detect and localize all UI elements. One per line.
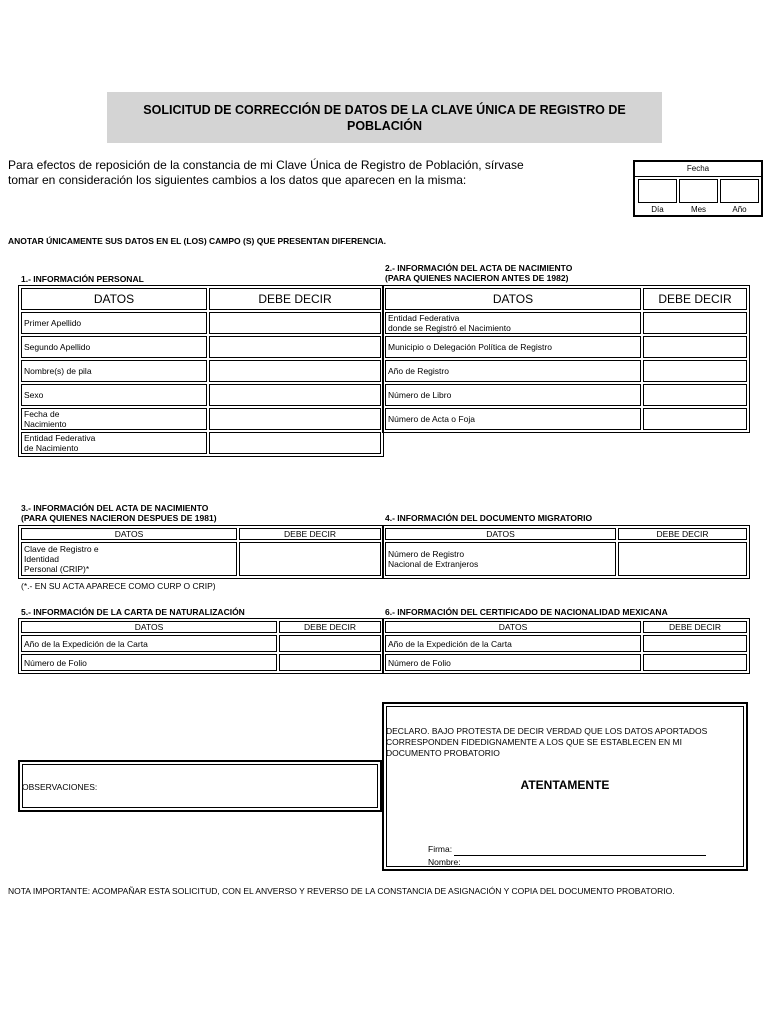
observaciones-box[interactable] <box>18 760 382 812</box>
s5-col-datos: DATOS <box>21 621 277 633</box>
s3-label-crip <box>21 542 237 576</box>
intro-line-1: Para efectos de reposición de la constancia de mi Clave Única de Registro de Población, sírvase <box>8 158 524 172</box>
intro-text <box>8 158 568 188</box>
s2-input-numero-acta[interactable] <box>643 408 747 430</box>
s3-col-datos: DATOS <box>21 528 237 540</box>
dia-label: Día <box>651 205 664 214</box>
declaracion-line-2: CORRESPONDEN FIDEDIGNAMENTE A LOS QUE SE ESTABLECEN EN MI <box>386 737 682 747</box>
s1-label-segundo-apellido: Segundo Apellido <box>21 336 207 358</box>
s1-entidad-line-2: de Nacimiento <box>24 443 79 453</box>
s6-input-numero-folio[interactable] <box>643 654 747 671</box>
s2-title <box>385 263 572 283</box>
s5-input-numero-folio[interactable] <box>279 654 381 671</box>
s1-label-entidad <box>21 432 207 454</box>
s1-input-sexo[interactable] <box>209 384 381 406</box>
s1-label-primer-apellido: Primer Apellido <box>21 312 207 334</box>
s1-input-segundo-apellido[interactable] <box>209 336 381 358</box>
s4-label-registro <box>385 542 616 576</box>
s3-input-crip[interactable] <box>239 542 381 576</box>
s3-title-line-2: (PARA QUIENES NACIERON DESPUES DE 1981) <box>21 513 217 523</box>
s3-crip-line-3: Personal (CRIP)* <box>24 564 90 574</box>
s1-label-sexo: Sexo <box>21 384 207 406</box>
s6-col-debe: DEBE DECIR <box>643 621 747 633</box>
s2-input-entidad[interactable] <box>643 312 747 334</box>
anio-field[interactable] <box>720 179 759 203</box>
s2-input-numero-libro[interactable] <box>643 384 747 406</box>
s4-registro-line-2: Nacional de Extranjeros <box>388 559 479 569</box>
atentamente-label: ATENTAMENTE <box>520 778 610 792</box>
s5-title: 5.- INFORMACIÓN DE LA CARTA DE NATURALIZACIÓN <box>21 607 245 617</box>
s1-fecha-line-2: Nacimiento <box>24 419 67 429</box>
title-line-2: POBLACIÓN <box>347 118 422 133</box>
intro-line-2: tomar en consideración los siguientes cambios a los datos que aparecen en la misma: <box>8 173 467 187</box>
s1-fecha-line-1: Fecha de <box>24 409 60 419</box>
s2-input-municipio[interactable] <box>643 336 747 358</box>
title-line-1: SOLICITUD DE CORRECCIÓN DE DATOS DE LA CLAVE ÚNICA DE REGISTRO DE <box>143 102 626 117</box>
s1-input-entidad[interactable] <box>209 432 381 454</box>
s3-title <box>21 503 217 523</box>
s5-col-debe: DEBE DECIR <box>279 621 381 633</box>
nombre-label: Nombre: <box>428 857 461 867</box>
firma-line[interactable] <box>454 855 706 856</box>
s2-title-line-1: 2.- INFORMACIÓN DEL ACTA DE NACIMIENTO <box>385 263 573 273</box>
declaracion-line-3: DOCUMENTO PROBATORIO <box>386 748 500 758</box>
s2-col-debe: DEBE DECIR <box>643 288 747 310</box>
s6-table <box>382 618 750 674</box>
s6-input-anio-expedicion[interactable] <box>643 635 747 652</box>
declaracion-box <box>382 702 748 871</box>
s1-label-fecha-nacimiento <box>21 408 207 430</box>
s2-label-anio-registro: Año de Registro <box>385 360 641 382</box>
s6-label-anio-expedicion: Año de la Expedición de la Carta <box>385 635 641 652</box>
s3-table <box>18 525 384 579</box>
s3-title-line-1: 3.- INFORMACIÓN DEL ACTA DE NACIMIENTO <box>21 503 209 513</box>
s2-label-entidad <box>385 312 641 334</box>
anio-label: Año <box>732 205 747 214</box>
declaracion-text <box>386 726 741 759</box>
s3-crip-line-2: Identidad <box>24 554 59 564</box>
s4-registro-line-1: Número de Registro <box>388 549 465 559</box>
nota-importante: NOTA IMPORTANTE: ACOMPAÑAR ESTA SOLICITUD, CON EL ANVERSO Y REVERSO DE LA CONSTANCIA DE ASIGNACIÓN Y COPIA DEL DOCUMENTO PROBATORIO. <box>8 886 675 896</box>
s3-col-debe: DEBE DECIR <box>239 528 381 540</box>
s5-label-anio-expedicion: Año de la Expedición de la Carta <box>21 635 277 652</box>
fecha-header: Fecha <box>635 162 761 177</box>
s2-input-anio-registro[interactable] <box>643 360 747 382</box>
s1-col-debe: DEBE DECIR <box>209 288 381 310</box>
s6-label-numero-folio: Número de Folio <box>385 654 641 671</box>
s1-title: 1.- INFORMACIÓN PERSONAL <box>21 274 144 284</box>
observaciones-label: OBSERVACIONES: <box>22 782 98 792</box>
form-title <box>107 92 662 143</box>
s1-col-datos: DATOS <box>21 288 207 310</box>
s4-input-registro[interactable] <box>618 542 747 576</box>
s5-table <box>18 618 384 674</box>
s3-crip-line-1: Clave de Registro e <box>24 544 99 554</box>
s2-label-numero-libro: Número de Libro <box>385 384 641 406</box>
firma-label: Firma: <box>428 844 453 854</box>
instruction-text: ANOTAR ÚNICAMENTE SUS DATOS EN EL (LOS) CAMPO (S) QUE PRESENTAN DIFERENCIA. <box>8 236 386 246</box>
s5-label-numero-folio: Número de Folio <box>21 654 277 671</box>
s2-col-datos: DATOS <box>385 288 641 310</box>
s2-table <box>382 285 750 433</box>
fecha-box <box>633 160 763 217</box>
s6-title: 6.- INFORMACIÓN DEL CERTIFICADO DE NACIONALIDAD MEXICANA <box>385 607 668 617</box>
s4-col-debe: DEBE DECIR <box>618 528 747 540</box>
s1-input-nombre[interactable] <box>209 360 381 382</box>
s1-label-nombre: Nombre(s) de pila <box>21 360 207 382</box>
s1-entidad-line-1: Entidad Federativa <box>24 433 96 443</box>
s6-col-datos: DATOS <box>385 621 641 633</box>
s2-label-municipio: Municipio o Delegación Política de Registro <box>385 336 641 358</box>
s2-entidad-line-1: Entidad Federativa <box>388 313 460 323</box>
s3-footnote: (*.- EN SU ACTA APARECE COMO CURP O CRIP) <box>21 581 216 591</box>
mes-field[interactable] <box>679 179 718 203</box>
s2-entidad-line-2: donde se Registró el Nacimiento <box>388 323 511 333</box>
s1-input-primer-apellido[interactable] <box>209 312 381 334</box>
s4-title: 4.- INFORMACIÓN DEL DOCUMENTO MIGRATORIO <box>385 513 593 523</box>
s4-col-datos: DATOS <box>385 528 616 540</box>
s2-label-numero-acta: Número de Acta o Foja <box>385 408 641 430</box>
s1-input-fecha-nacimiento[interactable] <box>209 408 381 430</box>
mes-label: Mes <box>690 205 707 214</box>
s5-input-anio-expedicion[interactable] <box>279 635 381 652</box>
dia-field[interactable] <box>638 179 677 203</box>
s1-table <box>18 285 384 457</box>
s4-table <box>382 525 750 579</box>
s2-title-line-2: (PARA QUIENES NACIERON ANTES DE 1982) <box>385 273 569 283</box>
declaracion-line-1: DECLARO. BAJO PROTESTA DE DECIR VERDAD QUE LOS DATOS APORTADOS <box>386 726 708 736</box>
